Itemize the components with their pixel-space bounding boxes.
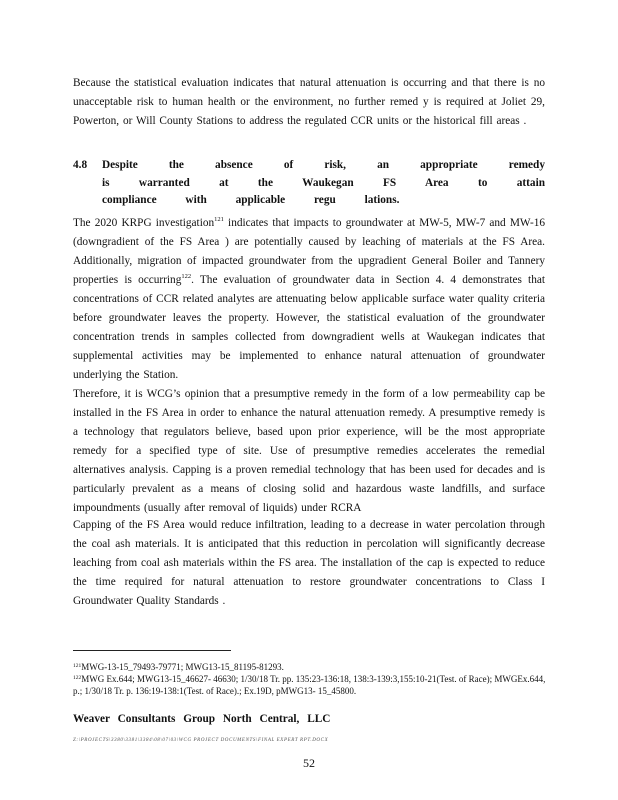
paragraph-capping bbox=[73, 516, 545, 611]
footnote-122 bbox=[73, 674, 553, 697]
footnote-divider bbox=[73, 650, 231, 651]
paragraph-natural-attenuation bbox=[73, 74, 545, 131]
footnote-number: 122 bbox=[73, 675, 82, 681]
footnote-ref-121: 121 bbox=[214, 216, 224, 223]
section-number: 4.8 bbox=[73, 159, 88, 171]
footnote-text: MWG Ex.644; MWG13-15_46627- 46630; 1/30/18 Tr. pp. 135:23-136:18, 138:3-139:3,155:10-21(Test. of Race); MWGEx.644, p.; 1/30/18 Tr. p. 136:19-138:1(Test. of Race).; Ex.19D, pMWG13- 15_45800. bbox=[73, 674, 546, 696]
paragraph-text-part1: The 2020 KRPG investigation bbox=[73, 217, 215, 229]
page-number: 52 bbox=[303, 756, 315, 770]
footer-file-path: Z:\PROJECTS\3380\3381\3384\08\07\03\WCG PROJECT DOCUMENTS\FINAL EXPERT RPT.DOCX bbox=[73, 738, 329, 743]
footnote-text: MWG-13-15_79493-79771; MWG13-15_81195-81293. bbox=[81, 662, 284, 672]
paragraph-text: Because the statistical evaluation indicates that natural attenuation is occurring and that there is no unacceptable risk to human health or the environment, no further remed y is required at Joliet 29, Powerton, or Will County Stations to address the regulated CCR units or the historical fill areas . bbox=[73, 77, 545, 127]
footer-firm-name: Weaver Consultants Group North Central, LLC bbox=[73, 713, 331, 725]
section-heading-4-8 bbox=[73, 157, 545, 210]
paragraph-presumptive-remedy bbox=[73, 385, 545, 518]
paragraph-text-part2: indicates that impacts to groundwater at MW-5, MW-7 and MW-16 (downgradient of the FS Area ) are potentially caused by leaching of materials at the FS Area. Additionally, migration of impacted groundwater from the upgradient General Boiler and Tannery properties is occurring bbox=[73, 217, 545, 286]
paragraph-text: Capping of the FS Area would reduce infiltration, leading to a decrease in water percolation through the coal ash materials. It is anticipated that this reduction in percolation will significantly decrease leaching from coal ash materials within the FS area. The installation of the cap is expected to reduce the time required for natural attenuation to restore groundwater concentrations to Class I Groundwater Quality Standards . bbox=[73, 519, 545, 607]
paragraph-text: Therefore, it is WCG’s opinion that a presumptive remedy in the form of a low permeability cap be installed in the FS Area in order to enhance the natural attenuation remedy. A presumptive remedy is a technology that regulators believe, based upon prior experience, will be the most appropriate remedy for a specified type of site. Use of presumptive remedies accelerates the remedial alternatives analysis. Capping is a proven remedial technology that has been used for decades and is particularly prevalent as a means of closing solid and hazardous waste landfills, and surface impoundments (usually after removal of liquids) under RCRA bbox=[73, 388, 545, 514]
paragraph-krpg-investigation bbox=[73, 214, 545, 385]
section-heading-text: Despite the absence of risk, an appropriate remedy is warranted at the Waukegan FS Area to attain compliance with applicable regu lations. bbox=[102, 159, 545, 206]
footnote-ref-122: 122 bbox=[181, 273, 192, 280]
paragraph-text-part3: . The evaluation of groundwater data in Section 4. 4 demonstrates that concentrations of CCR related analytes are attenuating below applicable surface water quality criteria before groundwater leaves the property. However, the statistical evaluation of the groundwater concentration trends in samples collected from downgradient wells at Waukegan indicates that supplemental activities may be implemented to enhance natural attenuation of groundwater underlying the Station. bbox=[73, 274, 545, 381]
footnote-121 bbox=[73, 662, 553, 674]
footnote-number: 121 bbox=[73, 663, 82, 669]
